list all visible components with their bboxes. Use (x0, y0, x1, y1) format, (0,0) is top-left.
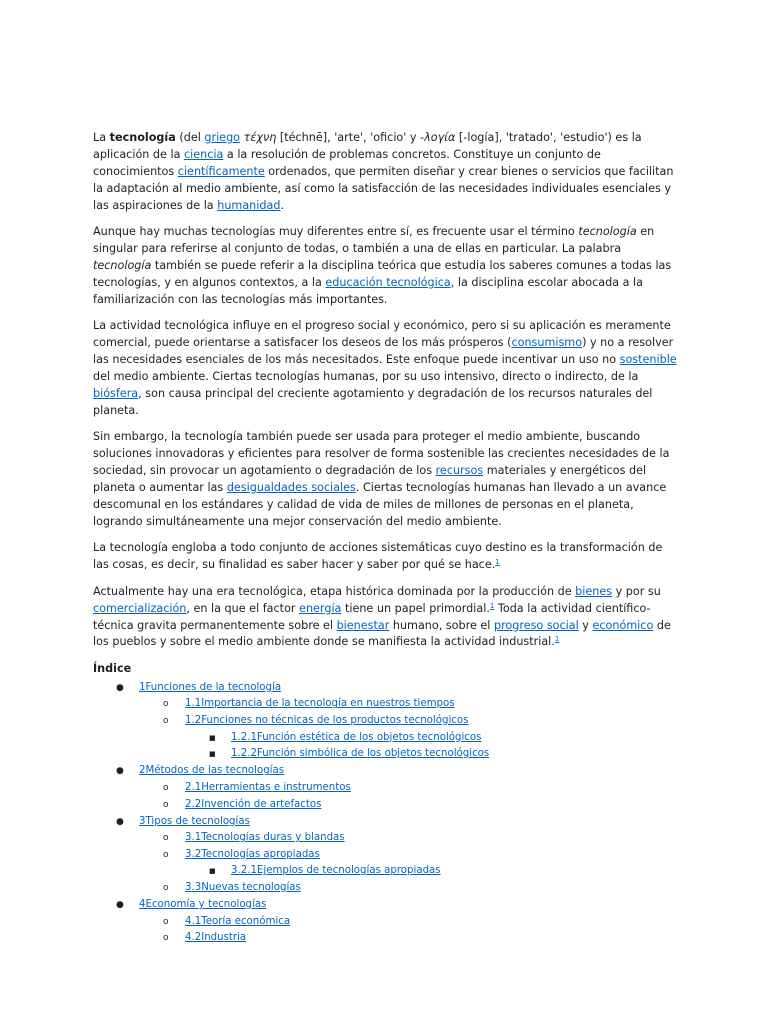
text: , son causa principal del creciente agotamiento y degradación de los recursos naturales del planeta. (93, 386, 653, 417)
bullet-icon: o (163, 716, 169, 727)
text: . (280, 198, 284, 212)
bullet-icon: ■ (209, 867, 216, 876)
toc-title: Índice (93, 661, 132, 675)
toc-link[interactable]: 2.2Invención de artefactos (185, 798, 322, 810)
toc-item (93, 797, 679, 814)
toc-link[interactable]: 3.1Tecnologías duras y blandas (185, 832, 345, 844)
text: La actividad tecnológica influye en el progreso social y económico, pero si su aplicación es meramente comercial, puede orientarse a satisfacer los deseos de los más prósperos ( (93, 319, 671, 350)
text: , la disciplina escolar abocada a la familiarización con las tecnologías más importantes. (93, 275, 644, 306)
link-consumismo[interactable]: consumismo (511, 336, 583, 350)
text: a la resolución de problemas concretos. Constituye un conjunto de conocimientos (93, 147, 601, 178)
text: Sin embargo, la tecnología también puede ser usada para proteger el medio ambiente, buscando soluciones innovadoras y eficientes para resolver de forma sostenible las crecientes necesidades de la sociedad, sin provocar un agotamiento o degradación de los (93, 430, 670, 478)
toc-item (93, 847, 679, 864)
toc-link[interactable]: 4.1Teoría económica (185, 915, 291, 927)
toc-item (93, 713, 679, 730)
text: La tecnología engloba a todo conjunto de acciones sistemáticas cuyo destino es la transformación de las cosas, es decir, su finalidad es saber hacer y saber por qué se hace. (93, 541, 663, 572)
text: [-logía], 'tratado', 'estudio') es la aplicación de la (93, 131, 642, 161)
text: (del (175, 131, 205, 144)
toc-link[interactable]: 2Métodos de las tecnologías (139, 765, 285, 777)
toc-link[interactable]: 3Tipos de tecnologías (139, 815, 250, 827)
paragraph-2 (93, 224, 679, 309)
text: también se puede referir a la disciplina teórica que estudia los saberes comunes a todas las tecnologías, y en algunos contextos, a la (93, 258, 672, 289)
term-italic: tecnología (578, 225, 637, 239)
toc-link[interactable]: 1.2Funciones no técnicas de los productos tecnológicos (185, 715, 469, 727)
table-of-contents (93, 680, 679, 947)
toc-link[interactable]: 3.2.1Ejemplos de tecnologías apropiadas (231, 865, 441, 877)
link-bienestar[interactable]: bienestar (336, 618, 390, 632)
bullet-icon: o (163, 916, 169, 927)
text: y (578, 618, 593, 632)
text: ordenados, que permiten diseñar y crear bienes o servicios que facilitan la adaptación al medio ambiente, así como la satisfacción de las necesidades individuales esenciales y las aspiraciones de la (93, 164, 674, 212)
text: Toda la actividad científico-técnica gravita permanentemente sobre el (93, 601, 651, 632)
toc-item (93, 746, 679, 763)
toc-link[interactable]: 3.3Nuevas tecnologías (185, 881, 301, 893)
link-ciencia[interactable]: ciencia (184, 147, 224, 161)
paragraph-4 (93, 429, 679, 530)
greek-word: λογία (424, 131, 456, 144)
toc-link[interactable]: 4.2Industria (185, 932, 247, 944)
paragraph-3 (93, 318, 679, 419)
bullet-icon: ■ (209, 733, 216, 742)
toc-item (93, 814, 679, 831)
text: Aunque hay muchas tecnologías muy diferentes entre sí, es frecuente usar el término (93, 225, 579, 239)
link-desigualdades-sociales[interactable]: desigualdades sociales (226, 481, 356, 494)
toc-item (93, 730, 679, 747)
term-italic: tecnología (93, 258, 152, 272)
document-body (93, 130, 679, 947)
paragraph-6 (93, 584, 679, 652)
toc-item (93, 897, 679, 914)
toc-link[interactable]: 3.2Tecnologías apropiadas (185, 848, 320, 860)
text: de los pueblos y sobre el medio ambiente donde se manifiesta la actividad industrial. (93, 618, 671, 649)
toc-link[interactable]: 4Economía y tecnologías (139, 899, 267, 911)
text: tiene un papel primordial. (341, 601, 490, 615)
toc-item (93, 930, 679, 947)
toc-item (93, 780, 679, 797)
footnote-link[interactable]: 1 (489, 601, 495, 610)
link-griego[interactable]: griego (204, 131, 241, 144)
toc-link[interactable]: 1.2.1Función estética de los objetos tecnológicos (231, 731, 482, 743)
link-educacion-tecnologica[interactable]: educación tecnológica (325, 275, 451, 289)
bullet-icon: o (163, 833, 169, 844)
bullet-icon: o (163, 933, 169, 944)
link-biosfera[interactable]: biósfera (93, 386, 139, 400)
link-comercializacion[interactable]: comercialización (93, 601, 187, 615)
link-humanidad[interactable]: humanidad (217, 198, 281, 212)
text: materiales y energéticos del planeta o aumentar las (93, 464, 647, 494)
toc-link[interactable]: 1.2.2Función simbólica de los objetos tecnológicos (231, 748, 490, 760)
bullet-icon: o (163, 782, 169, 793)
bullet-icon: ● (116, 766, 124, 777)
toc-list (93, 680, 679, 947)
bullet-icon: o (163, 849, 169, 860)
text: La (93, 131, 110, 144)
link-cientificamente[interactable]: científicamente (177, 164, 265, 178)
text: Actualmente hay una era tecnológica, etapa histórica dominada por la producción de (93, 584, 576, 598)
toc-item (93, 763, 679, 780)
toc-item (93, 863, 679, 880)
term-bold: tecnología (109, 131, 176, 144)
link-recursos[interactable]: recursos (435, 464, 484, 478)
toc-link[interactable]: 2.1Herramientas e instrumentos (185, 781, 351, 793)
text: y por su (612, 584, 661, 598)
toc-item (93, 830, 679, 847)
toc-item (93, 696, 679, 713)
link-economico[interactable]: económico (592, 618, 654, 632)
toc-item (93, 680, 679, 697)
bullet-icon: o (163, 799, 169, 810)
text: humano, sobre el (389, 618, 494, 632)
text: del medio ambiente. Ciertas tecnologías humanas, por su uso intensivo, directo o indirecto, de la (93, 369, 639, 383)
bullet-icon: ● (116, 900, 124, 911)
footnote-link[interactable]: 1 (554, 635, 560, 644)
toc-link[interactable]: 1.1Importancia de la tecnología en nuestros tiempos (185, 698, 455, 710)
bullet-icon: o (163, 882, 169, 893)
bullet-icon: ● (116, 682, 124, 693)
text: ) y no a resolver las necesidades esenciales de los más necesitados. Este enfoque puede incentivar un uso no (93, 336, 674, 367)
link-progreso-social[interactable]: progreso social (493, 618, 579, 632)
text: . Ciertas tecnologías humanas han llevado a un avance descomunal en los estándares y calidad de vida de miles de millones de personas en el planeta, logrando simultáneamente una mejor conservación del medio ambiente. (93, 481, 667, 528)
link-sostenible[interactable]: sostenible (619, 353, 677, 367)
toc-item (93, 914, 679, 931)
paragraph-1 (93, 130, 679, 215)
bullet-icon: ● (116, 816, 124, 827)
paragraph-5 (93, 540, 679, 574)
greek-word: τέχνη (243, 131, 277, 144)
bullet-icon: ■ (209, 750, 216, 759)
toc-link[interactable]: 1Funciones de la tecnología (139, 681, 282, 693)
text: , en la que el factor (186, 601, 300, 615)
text: en singular para referirse al conjunto de todas, o también a una de ellas en particular. La palabra (93, 225, 655, 256)
toc-item (93, 880, 679, 897)
link-energia[interactable]: energía (299, 601, 342, 615)
link-bienes[interactable]: bienes (575, 584, 613, 598)
footnote-link[interactable]: 1 (495, 558, 500, 567)
bullet-icon: o (163, 699, 169, 710)
text: [téchnē], 'arte', 'oficio' y - (276, 131, 425, 144)
